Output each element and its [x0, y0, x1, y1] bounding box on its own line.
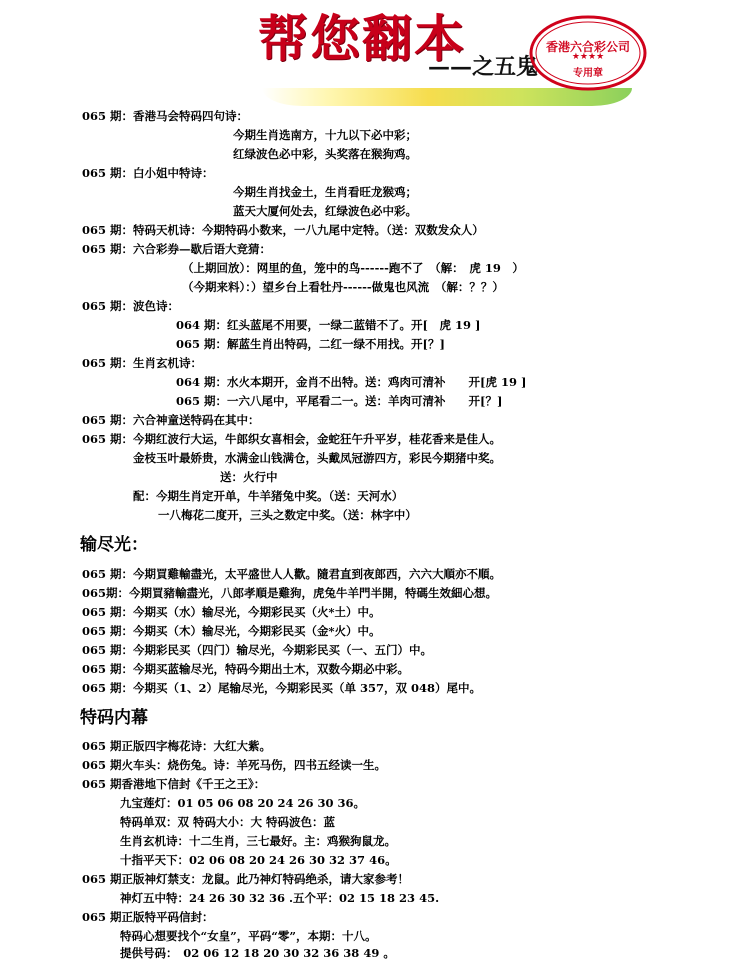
- text-line: 送：火行中: [220, 470, 278, 484]
- text-line: 065 期：今期買雞輸盡光，太平盛世人人歡。隨君直到夜郎西，六六大順亦不順。: [82, 567, 502, 581]
- text-line: 红绿波色必中彩，头奖落在猴狗鸡。: [233, 147, 417, 161]
- seal-label: 专用章: [573, 68, 603, 79]
- text-line: 065 期：今期红波行大运，牛郎织女喜相会，金蛇狂午升平岁，桂花香来是佳人。: [82, 432, 502, 446]
- text-line: 065 期：香港马会特码四句诗：: [82, 109, 249, 123]
- text-line: 065 期：今期买（木）输尽光，今期彩民买（金*火）中。: [82, 624, 381, 638]
- text-line: 065 期正版四字梅花诗：大红大紫。: [82, 739, 272, 753]
- company-seal: [528, 14, 648, 92]
- text-line: 065 期：今期彩民买（四门）输尽光，今期彩民买（一、五门）中。: [82, 643, 433, 657]
- text-line: 065 期香港地下信封《千王之王》：: [82, 777, 266, 791]
- text-line: 神灯五中特：24 26 30 32 36 .五个平：02 15 18 23 45.: [120, 891, 440, 905]
- text-line: 064 期：红头蓝尾不用要，一绿二蓝错不了。开[ 虎 19 ]: [176, 318, 481, 332]
- text-line: 065 期：今期买（1、2）尾输尽光，今期彩民买（单 357，双 048）尾中。: [82, 681, 482, 695]
- text-line: 065 期：六合神童送特码在其中：: [82, 413, 260, 427]
- header: [0, 0, 744, 108]
- text-line: 065 期：白小姐中特诗：: [82, 166, 214, 180]
- text-line: （今期来料）：）望乡台上看牡丹------做鬼也风流 （解：？？）: [182, 280, 504, 294]
- text-line: 065 期：今期买（水）输尽光，今期彩民买（火*土）中。: [82, 605, 381, 619]
- text-line: 一八梅花二度开，三头之数定中奖。（送：林字中）: [158, 508, 417, 522]
- text-line: 今期生肖选南方，十九以下必中彩；: [233, 128, 417, 142]
- text-line: 065期：今期買豬輸盡光，八郎孝順是雞狗，虎兔牛羊門半開，特碼生效細心想。: [82, 586, 498, 600]
- text-line: 065 期：解蓝生肖出特码，二红一绿不用找。开[？]: [176, 337, 445, 351]
- text-line: 065 期：今期买蓝输尽光，特码今期出土木，双数今期必中彩。: [82, 662, 410, 676]
- text-line: 九宝莲灯：01 05 06 08 20 24 26 30 36。: [120, 796, 366, 810]
- page-subtitle: ——之五鬼: [428, 54, 539, 80]
- section-heading-lose-all: 输尽光：: [80, 535, 148, 555]
- text-line: 065 期：特码天机诗：今期特码小数来，一八九尾中定特。（送：双数发众人）: [82, 223, 484, 237]
- text-line: 生肖玄机诗：十二生肖，三七最好。主：鸡猴狗鼠龙。: [120, 834, 396, 848]
- text-line: 065 期火车头：烧伤兔。诗：羊死马伤，四书五经读一生。: [82, 758, 387, 772]
- text-line: 特码单双：双 特码大小：大 特码波色：蓝: [120, 815, 336, 829]
- text-line: 特码心想要找个“女皇”，平码“零”，本期：十八。: [120, 929, 377, 943]
- page-title: 帮您翻本: [258, 9, 466, 68]
- text-line: 065 期：六合彩券—歇后语大竞猜：: [82, 242, 272, 256]
- text-line: 提供号码： 02 06 12 18 20 30 32 36 38 49 。: [120, 946, 395, 960]
- text-line: 065 期正版神灯禁支：龙鼠。此乃神灯特码绝杀，请大家参考！: [82, 872, 410, 886]
- seal-stars-icon: ★★★★: [571, 52, 605, 62]
- text-line: 今期生肖找金土，生肖看旺龙猴鸡；: [233, 185, 417, 199]
- text-line: 配：今期生肖定开单，牛羊猪兔中奖。（送：天河水）: [133, 489, 404, 503]
- text-line: 金枝玉叶最娇贵，水满金山钱满仓，头戴凤冠游四方，彩民今期猪中奖。: [133, 451, 501, 465]
- text-line: 065 期正版特平码信封：: [82, 910, 214, 924]
- seal-company-name: 香港六合彩公司: [545, 40, 630, 54]
- section-heading-special-code: 特码内幕: [80, 708, 148, 728]
- text-line: 065 期：波色诗：: [82, 299, 180, 313]
- text-line: 065 期：生肖玄机诗：: [82, 356, 203, 370]
- text-line: 十指平天下：02 06 08 20 24 26 30 32 37 46。: [120, 853, 397, 867]
- text-line: 065 期：一六八尾中，平尾看二一。送：羊肉可清补 开[？]: [176, 394, 503, 408]
- text-line: 064 期：水火本期开，金肖不出特。送：鸡肉可清补 开[虎 19 ]: [176, 375, 527, 389]
- text-line: （上期回放）：网里的鱼，笼中的鸟------跑不了 （解： 虎 19 ）: [182, 261, 524, 275]
- text-line: 蓝天大厦何处去，红绿波色必中彩。: [233, 204, 417, 218]
